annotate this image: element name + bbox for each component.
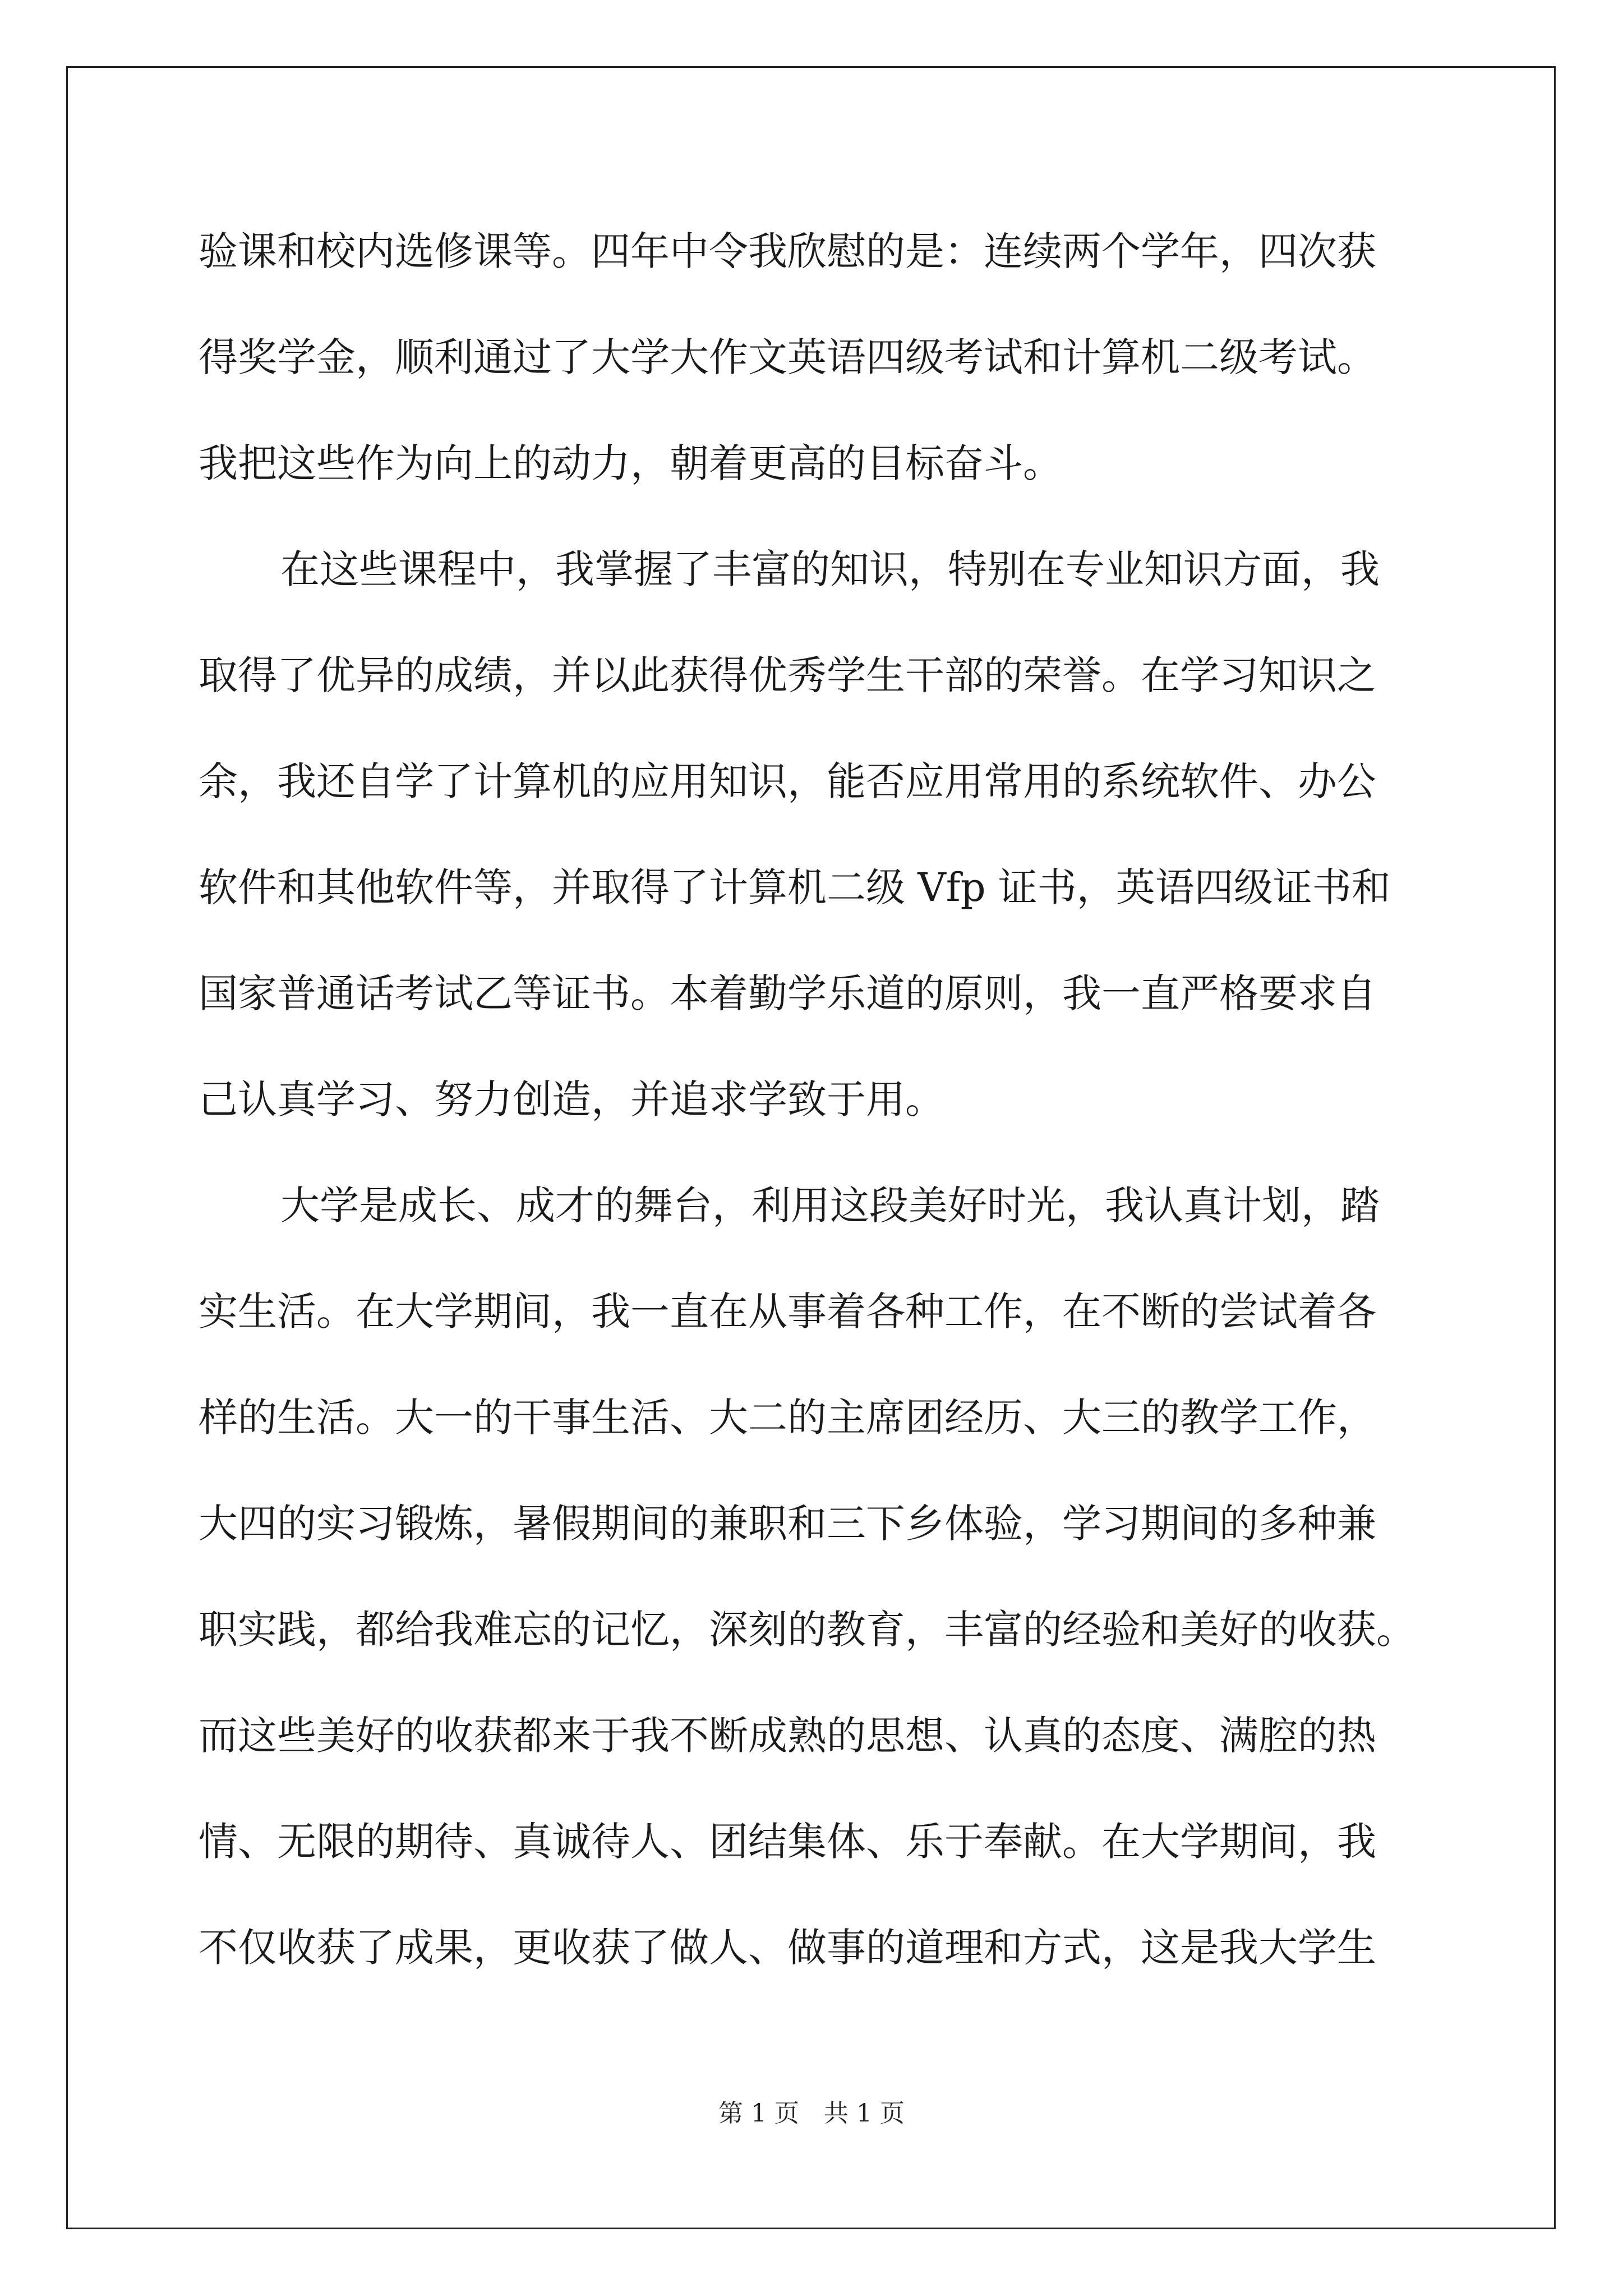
- text-line: 余，我还自学了计算机的应用知识，能否应用常用的系统软件、办公: [199, 758, 1376, 804]
- text-line: 得奖学金，顺利通过了大学大作文英语四级考试和计算机二级考试。: [199, 334, 1376, 380]
- text-line: 而这些美好的收获都来于我不断成熟的思想、认真的态度、满腔的热: [199, 1713, 1376, 1759]
- text-line: 取得了优异的成绩，并以此获得优秀学生干部的荣誉。在学习知识之: [199, 652, 1376, 698]
- text-line: 大四的实习锻炼，暑假期间的兼职和三下乡体验，学习期间的多种兼: [199, 1501, 1376, 1547]
- page-footer: 第 1 页 共 1 页: [718, 2099, 905, 2128]
- text-line: 我把这些作为向上的动力，朝着更高的目标奋斗。: [199, 440, 1062, 486]
- document-body: [199, 212, 1432, 2014]
- text-line: 样的生活。大一的干事生活、大二的主席团经历、大三的教学工作，: [199, 1395, 1376, 1441]
- text-line: 职实践，都给我难忘的记忆，深刻的教育，丰富的经验和美好的收获。: [199, 1607, 1415, 1653]
- text-line: 验课和校内选修课等。四年中令我欣慰的是：连续两个学年，四次获: [199, 228, 1376, 274]
- text-line: 软件和其他软件等，并取得了计算机二级 Vfp 证书，英语四级证书和: [199, 864, 1391, 910]
- text-line: 国家普通话考试乙等证书。本着勤学乐道的原则，我一直严格要求自: [199, 970, 1376, 1016]
- text-line: 情、无限的期待、真诚待人、团结集体、乐于奉献。在大学期间，我: [199, 1819, 1376, 1865]
- paragraph-first-line: 大学是成长、成才的舞台，利用这段美好时光，我认真计划，踏: [280, 1182, 1380, 1228]
- paragraph-first-line: 在这些课程中，我掌握了丰富的知识，特别在专业知识方面，我: [280, 546, 1380, 592]
- text-line: 己认真学习、努力创造，并追求学致于用。: [199, 1076, 944, 1122]
- text-line: 实生活。在大学期间，我一直在从事着各种工作，在不断的尝试着各: [199, 1289, 1376, 1335]
- text-line: 不仅收获了成果，更收获了做人、做事的道理和方式，这是我大学生: [199, 1925, 1376, 1971]
